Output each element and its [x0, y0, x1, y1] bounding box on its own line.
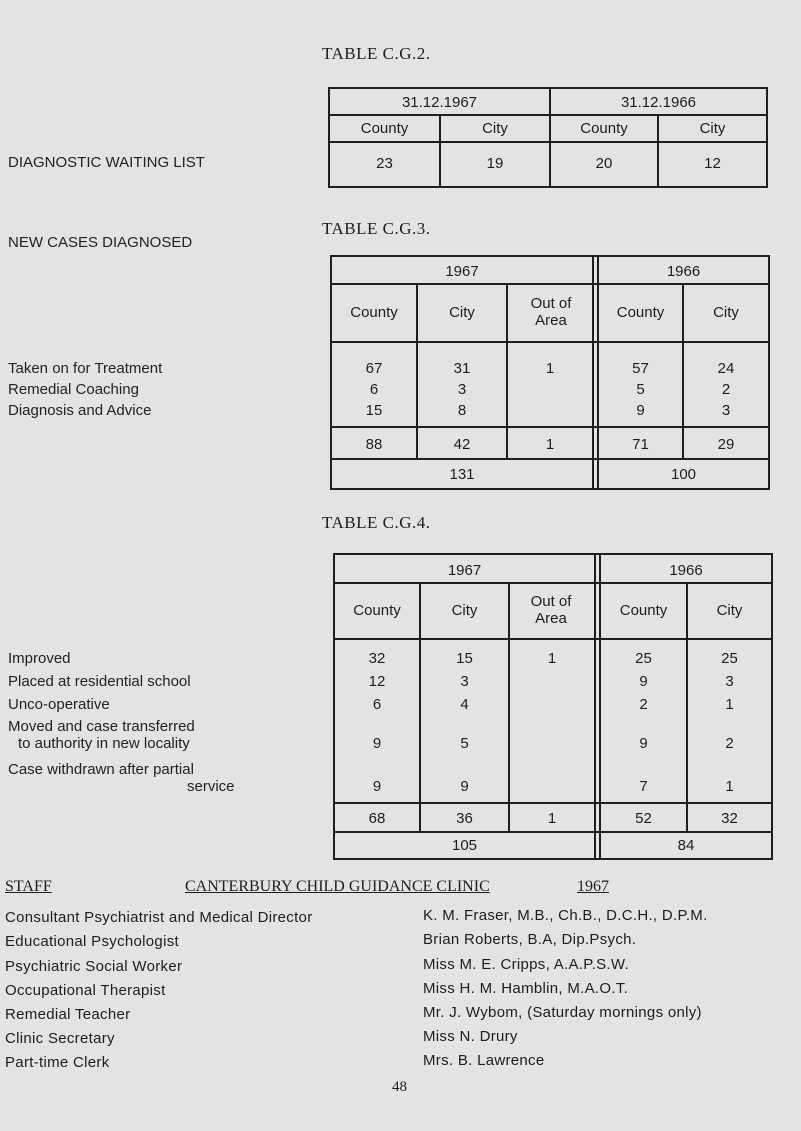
col-header: City — [713, 304, 739, 321]
row-label: Improved — [8, 650, 71, 667]
table-cell: 20 — [595, 155, 613, 172]
staff-name: Brian Roberts, B.A, Dip.Psych. — [423, 931, 637, 948]
subtotal-cell: 52 — [635, 810, 652, 827]
year-header-1966: 1966 — [666, 263, 701, 280]
subtotal-cell: 32 — [721, 810, 738, 827]
col-header: County — [350, 304, 398, 321]
year-header-1967: 1967 — [445, 263, 479, 280]
total-cell: 105 — [451, 837, 478, 854]
table-cell: 6 — [372, 696, 382, 713]
col-header: County — [616, 304, 665, 321]
year-header-1967: 31.12.1967 — [401, 94, 478, 111]
year-header-1966: 1966 — [669, 562, 703, 579]
subtotal-cell: 71 — [632, 436, 649, 453]
subtotal-cell: 42 — [453, 436, 471, 453]
table-cell: 57 — [632, 360, 649, 377]
page-number: 48 — [392, 1079, 407, 1095]
staff-role: Clinic Secretary — [5, 1030, 115, 1047]
staff-name: Mr. J. Wybom, (Saturday mornings only) — [423, 1004, 702, 1021]
table-cell: 8 — [457, 402, 467, 419]
clinic-name: CANTERBURY CHILD GUIDANCE CLINIC — [185, 878, 490, 895]
staff-role: Occupational Therapist — [5, 982, 166, 999]
col-header: City — [449, 304, 475, 321]
diagnostic-waiting-list-label: DIAGNOSTIC WAITING LIST — [8, 154, 205, 171]
table-cell: 6 — [369, 381, 379, 398]
year-header-1967: 1967 — [447, 562, 482, 579]
table-cell: 5 — [636, 381, 645, 398]
table-cg3-title: TABLE C.G.3. — [322, 219, 431, 238]
table-cell: 3 — [725, 673, 734, 690]
table-cell: 25 — [721, 650, 738, 667]
row-label: Placed at residential school — [8, 673, 191, 690]
col-header: City — [451, 602, 478, 619]
staff-year: 1967 — [577, 878, 609, 895]
col-header-out-of-area: Out of Area — [530, 593, 572, 627]
table-cell: 2 — [725, 735, 734, 752]
total-cell: 131 — [449, 466, 475, 483]
table-cell: 9 — [639, 735, 648, 752]
table-cell: 15 — [365, 402, 383, 419]
total-cell: 84 — [677, 837, 695, 854]
total-cell: 100 — [670, 466, 697, 483]
table-cell: 5 — [460, 735, 469, 752]
row-label-cont: service — [187, 778, 235, 795]
row-label: Taken on for Treatment — [8, 360, 163, 377]
table-cell: 15 — [456, 650, 473, 667]
subtotal-cell: 1 — [545, 436, 555, 453]
row-label-cont: to authority in new locality — [18, 735, 190, 752]
table-cell: 3 — [460, 673, 469, 690]
table-cell: 12 — [704, 155, 721, 172]
col-header: County — [580, 120, 628, 137]
col-header: City — [482, 120, 508, 137]
col-header: County — [360, 120, 409, 137]
col-header-out-of-area: Out of Area — [530, 295, 572, 329]
table-cell: 1 — [725, 696, 734, 713]
col-header: County — [353, 602, 401, 619]
table-cell: 2 — [639, 696, 648, 713]
subtotal-cell: 29 — [717, 436, 735, 453]
staff-role: Psychiatric Social Worker — [5, 958, 183, 975]
subtotal-cell: 68 — [368, 810, 386, 827]
table-cell: 9 — [372, 778, 382, 795]
table-cell: 4 — [460, 696, 469, 713]
table-cell: 67 — [365, 360, 383, 377]
table-cell: 2 — [721, 381, 731, 398]
row-label: Unco-operative — [8, 696, 110, 713]
table-cell: 25 — [635, 650, 652, 667]
staff-name: K. M. Fraser, M.B., Ch.B., D.C.H., D.P.M. — [423, 907, 708, 924]
col-header: County — [619, 602, 668, 619]
subtotal-cell: 88 — [365, 436, 383, 453]
row-label: Remedial Coaching — [8, 381, 139, 398]
table-cg4-title: TABLE C.G.4. — [322, 513, 431, 532]
new-cases-diagnosed-label: NEW CASES DIAGNOSED — [8, 234, 193, 251]
year-header-1966: 31.12.1966 — [620, 94, 697, 111]
subtotal-cell: 36 — [456, 810, 473, 827]
table-cell: 31 — [453, 360, 471, 377]
staff-name: Mrs. B. Lawrence — [423, 1052, 545, 1069]
table-cell: 23 — [376, 155, 393, 172]
col-header: City — [716, 602, 743, 619]
table-cell: 1 — [547, 650, 557, 667]
table-cell: 3 — [721, 402, 731, 419]
row-label: Diagnosis and Advice — [8, 402, 152, 419]
table-cell: 9 — [636, 402, 645, 419]
table-cell: 1 — [725, 778, 734, 795]
table-cell: 3 — [457, 381, 467, 398]
subtotal-cell: 1 — [547, 810, 557, 827]
staff-name: Miss H. M. Hamblin, M.A.O.T. — [423, 980, 629, 997]
staff-role: Remedial Teacher — [5, 1006, 131, 1023]
row-label: Case withdrawn after partial — [8, 761, 194, 778]
staff-heading: STAFF — [5, 878, 52, 895]
table-cell: 9 — [460, 778, 469, 795]
table-cell: 19 — [486, 155, 504, 172]
staff-role: Educational Psychologist — [5, 933, 179, 950]
staff-role: Consultant Psychiatrist and Medical Director — [5, 909, 313, 926]
table-cell: 24 — [717, 360, 735, 377]
table-cell: 12 — [368, 673, 386, 690]
row-label: Moved and case transferred — [8, 718, 195, 735]
table-cell: 9 — [372, 735, 382, 752]
table-cell: 1 — [545, 360, 555, 377]
table-cell: 7 — [639, 778, 648, 795]
staff-role: Part-time Clerk — [5, 1054, 110, 1071]
col-header: City — [699, 120, 726, 137]
staff-name: Miss M. E. Cripps, A.A.P.S.W. — [423, 956, 629, 973]
table-cell: 32 — [368, 650, 386, 667]
staff-name: Miss N. Drury — [423, 1028, 518, 1045]
table-cg2-title: TABLE C.G.2. — [322, 44, 431, 63]
table-cell: 9 — [639, 673, 648, 690]
